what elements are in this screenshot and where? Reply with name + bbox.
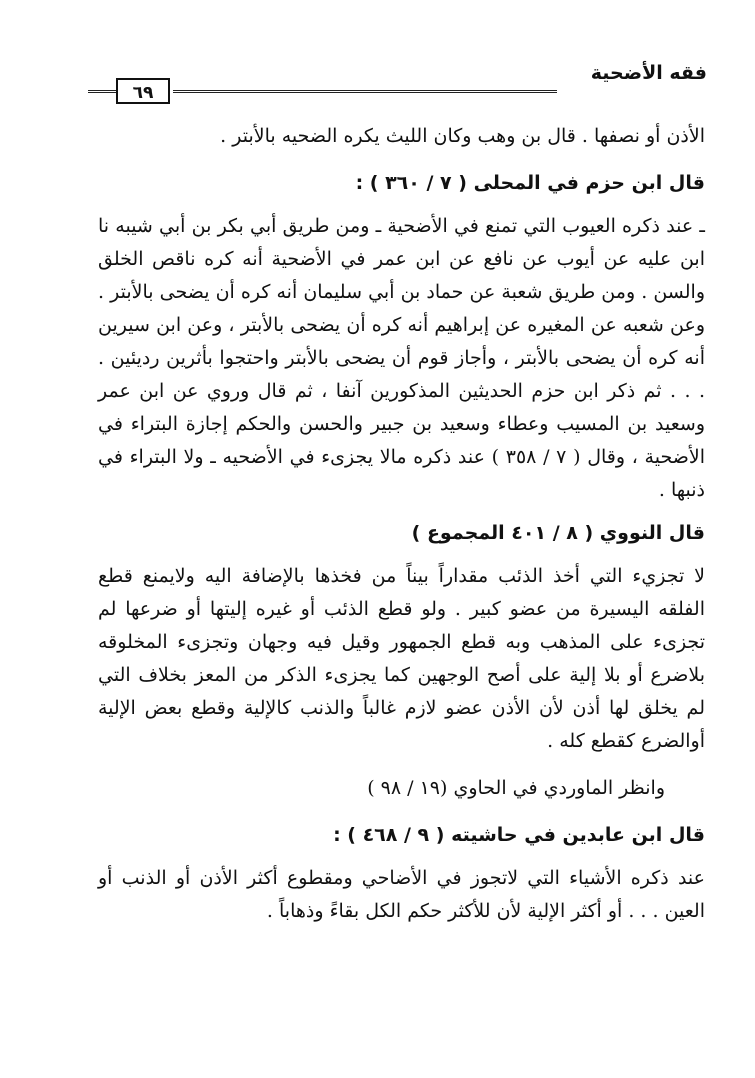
page-number: ٦٩ (116, 78, 170, 104)
paragraph-ibn-abidin: عند ذكره الأشياء التي لاتجوز في الأضاحي ومقطوع أكثر الأذن أو الذنب أو العين . . . أو أكثر الإلية لأن للأكثر حكم الكل بقاءً وذهاباً . (98, 867, 705, 922)
paragraph-ibn-hazm: ـ عند ذكره العيوب التي تمنع في الأضحية ـ ومن طريق أبي بكر بن أبي شيبه نا ابن عليه عن أيوب عن نافع عن ابن عمر في الأضحية أنه كره ناقص الخلق والسن . ومن طريق شعبة عن حماد بن أبي سليمان أنه كره أن يضحى بالأبتر . وعن شعبه عن المغيره عن إبراهيم أنه كره أن يضحى بالأبتر ، وعن ابن سيرين أنه كره أن يضحى بالأبتر ، وأجاز قوم أن يضحى بالأبتر واحتجوا بأثرين رديئين . . . . ثم ذكر ابن حزم الحديثين المذكورين آنفا ، ثم قال وروي عن ابن عمر وسعيد بن المسيب وعطاء وسعيد بن جبير والحسن والحكم إجازة البتراء في الأضحية ، وقال ( ٧ / ٣٥٨ ) عند ذكره مالا يجزىء في الأضحيه ـ ولا البتراء في ذنبها . (98, 215, 705, 501)
book-title: فقه الأضحية (590, 62, 707, 84)
heading-nawawi: قال النووي ( ٨ / ٤٠١ المجموع ) (411, 522, 705, 544)
paragraph-mawardi: وانظر الماوردي في الحاوي (١٩ / ٩٨ ) (367, 777, 665, 799)
heading-ibn-hazm: قال ابن حزم في المحلى ( ٧ / ٣٦٠ ) : (355, 172, 705, 194)
intro-paragraph: الأذن أو نصفها . قال بن وهب وكان الليث يكره الضحيه بالأبتر . (220, 125, 705, 147)
header-rule-left (88, 90, 116, 93)
paragraph-nawawi: لا تجزيء التي أخذ الذئب مقداراً بيناً من فخذها بالإضافة اليه ولايمنع قطع الفلقه اليسيرة من عضو كبير . ولو قطع الذئب أو غيره إليتها أو ضرعها لم تجزىء على المذهب وبه قطع الجمهور وقيل فيه وجهان وتجزىء المخلوقه بلاضرع أو بلا إلية على أصح الوجهين كما يجزىء الذكر من المعز بخلاف التي لم يخلق لها أذن لأن الأذن عضو لازم غالباً والذنب كالإلية وقطع بعض الإلية أوالضرع كقطع كله . (98, 565, 705, 752)
running-header (88, 58, 707, 103)
body-text (98, 120, 705, 928)
header-rule (173, 90, 557, 93)
heading-ibn-abidin: قال ابن عابدين في حاشيته ( ٩ / ٤٦٨ ) : (333, 824, 705, 846)
